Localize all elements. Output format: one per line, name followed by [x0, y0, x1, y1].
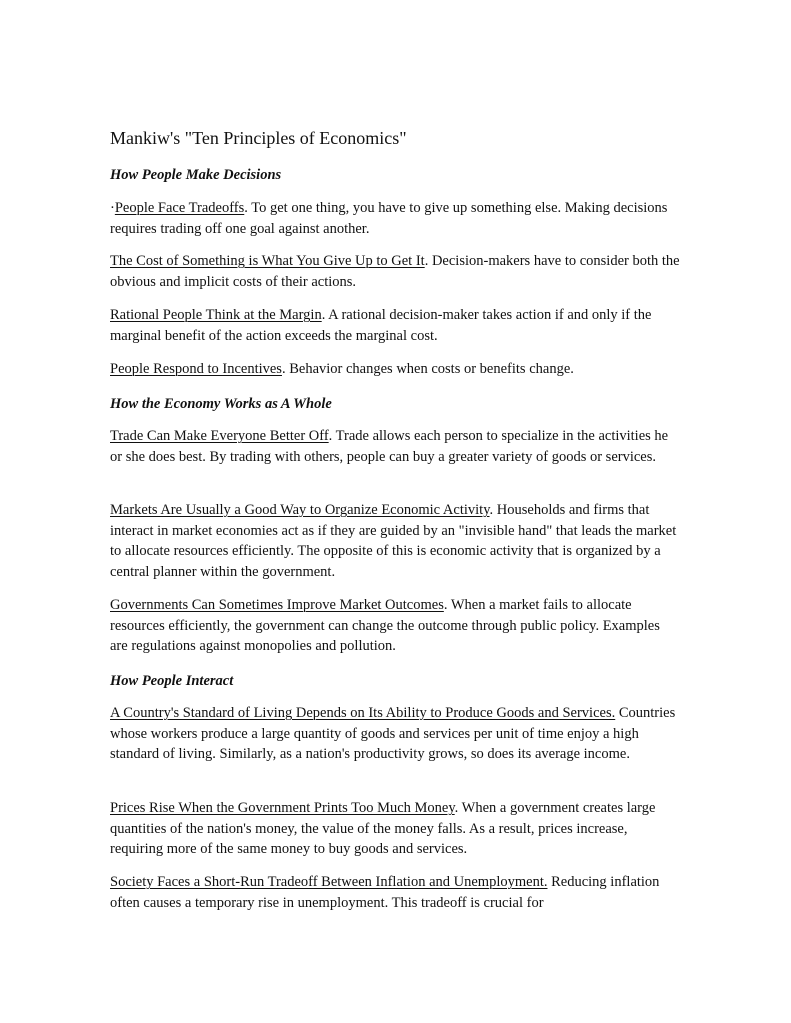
principle-name: People Respond to Incentives	[110, 361, 282, 377]
principle-description: Decision-makers have to consider both the obvious and implicit costs of their actions.	[110, 253, 680, 290]
principle-name: The Cost of Something is What You Give Up to Get It	[110, 253, 425, 269]
principle-separator: .	[281, 361, 286, 377]
principle-separator: .	[454, 800, 459, 816]
principle-paragraph	[110, 872, 680, 913]
principle-separator: .	[321, 307, 326, 323]
principle-description: Behavior changes when costs or benefits change.	[285, 361, 574, 377]
principle-description: Trade allows each person to specialize in the activities he or she does best. By trading with others, people can buy a greater variety of goods or services.	[110, 428, 669, 465]
section-heading: How People Interact	[110, 673, 234, 689]
principle-name: Rational People Think at the Margin	[110, 307, 322, 323]
principle-name: People Face Tradeoffs	[114, 200, 245, 216]
principle-paragraph	[110, 500, 680, 582]
principle-paragraph	[110, 703, 680, 765]
principle-separator: .	[328, 428, 333, 444]
principle-paragraph	[110, 798, 680, 860]
principle-separator: .	[489, 502, 494, 518]
principle-description: Households and firms that interact in market economies act as if they are guided by an "invisible hand" that leads the market to allocate resources efficiently. The opposite of this is economic activity that is organized by a central planner within the government.	[110, 502, 677, 580]
principle-name: Governments Can Sometimes Improve Market Outcomes	[110, 597, 444, 613]
principle-paragraph	[110, 426, 680, 467]
principle-name: Prices Rise When the Government Prints Too Much Money	[110, 800, 455, 816]
principle-name: Trade Can Make Everyone Better Off	[110, 428, 329, 444]
principle-separator: .	[424, 253, 429, 269]
principle-description: To get one thing, you have to give up something else. Making decisions requires trading off one goal against another.	[110, 200, 668, 237]
section-heading: How People Make Decisions	[110, 167, 282, 183]
principle-paragraph	[110, 251, 680, 292]
principle-paragraph	[110, 595, 680, 657]
principle-paragraph	[110, 305, 680, 346]
principle-description: Countries whose workers produce a large quantity of goods and services per unit of time enjoy a high standard of living. Similarly, as a nation's productivity grows, so does its average income.	[110, 705, 676, 763]
principle-separator: .	[443, 597, 448, 613]
principle-separator: .	[244, 200, 248, 216]
principle-paragraph	[110, 198, 680, 239]
principle-paragraph	[110, 359, 680, 380]
principle-name: Markets Are Usually a Good Way to Organize Economic Activity	[110, 502, 490, 518]
principle-name: A Country's Standard of Living Depends on Its Ability to Produce Goods and Services.	[110, 705, 616, 721]
principle-name: Society Faces a Short-Run Tradeoff Between Inflation and Unemployment.	[110, 874, 548, 890]
principle-description: When a government creates large quantities of the nation's money, the value of the money falls. As a result, prices increase, requiring more of the same money to buy goods and services.	[110, 800, 656, 858]
principle-description: Reducing inflation often causes a temporary rise in unemployment. This tradeoff is crucial for	[110, 874, 660, 911]
section-heading: How the Economy Works as A Whole	[110, 396, 332, 412]
principle-description: When a market fails to allocate resources efficiently, the government can change the outcome through public policy. Examples are regulations against monopolies and pollution.	[110, 597, 660, 655]
principle-description: A rational decision-maker takes action if and only if the marginal benefit of the action exceeds the marginal cost.	[110, 307, 652, 344]
document-title: Mankiw's "Ten Principles of Economics"	[110, 128, 407, 148]
bullet-mark: ·	[110, 200, 115, 216]
